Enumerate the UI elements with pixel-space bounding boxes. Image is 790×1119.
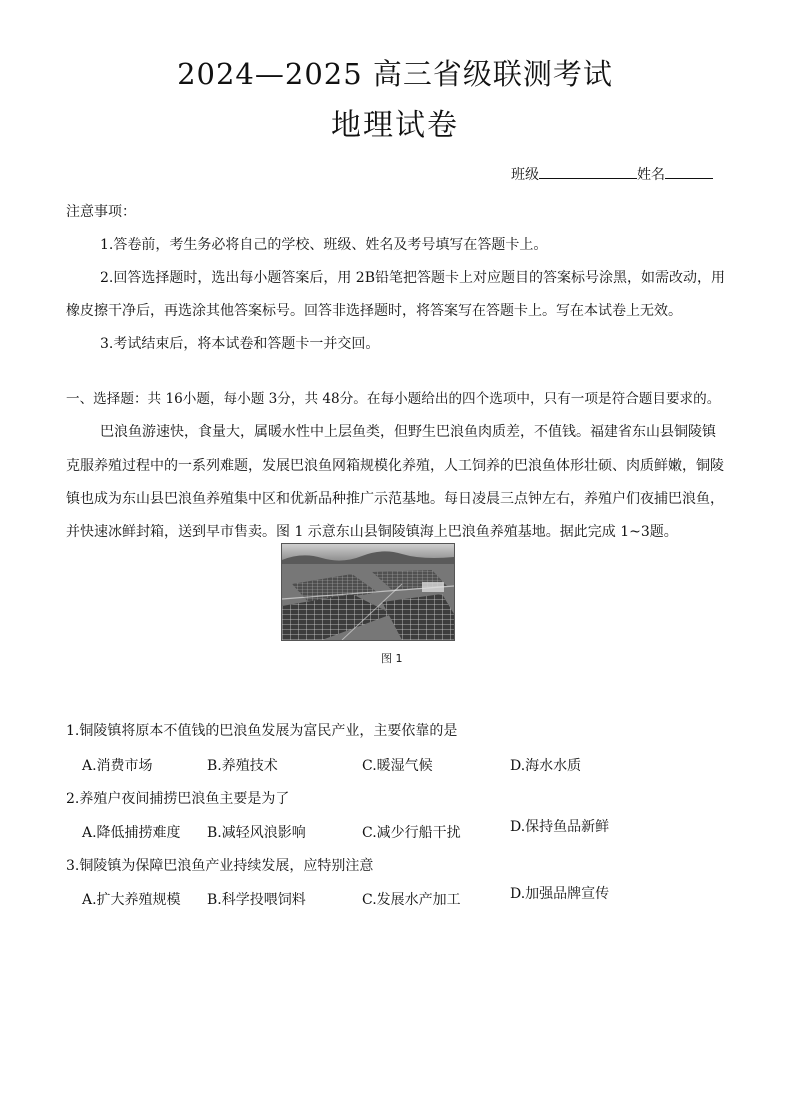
q3-option-a[interactable]: A.扩大养殖规模 (82, 892, 181, 908)
note-item-3: 3.考试结束后，将本试卷和答题卡一并交回。 (100, 336, 380, 352)
q1-option-a[interactable]: A.消费市场 (82, 758, 153, 774)
class-name-line (511, 164, 713, 184)
name-blank[interactable] (665, 164, 713, 179)
q2-option-a[interactable]: A.降低捕捞难度 (82, 825, 181, 841)
q2-option-c[interactable]: C.减少行船干扰 (362, 825, 461, 841)
class-blank[interactable] (539, 164, 637, 179)
exam-title: 2024—2025 高三省级联测考试 (177, 57, 613, 91)
name-label: 姓名 (637, 167, 665, 183)
subject-title: 地理试卷 (331, 108, 459, 143)
question-3-stem: 3.铜陵镇为保障巴浪鱼产业持续发展，应特别注意 (66, 858, 374, 874)
q1-option-c[interactable]: C.暖湿气候 (362, 758, 433, 774)
passage-line-4: 并快速冰鲜封箱，送到早市售卖。图 1 示意东山县铜陵镇海上巴浪鱼养殖基地。据此完成 1~3题。 (66, 524, 678, 540)
q3-option-b[interactable]: B.科学投喂饲料 (207, 892, 306, 908)
passage-line-2: 克服养殖过程中的一系列难题，发展巴浪鱼网箱规模化养殖，人工饲养的巴浪鱼体形壮硕、肉质鲜嫩，铜陵 (66, 458, 724, 474)
fish-farm-photo (281, 543, 455, 641)
note-item-1: 1.答卷前，考生务必将自己的学校、班级、姓名及考号填写在答题卡上。 (100, 237, 548, 253)
note-item-2-cont: 橡皮擦干净后，再选涂其他答案标号。回答非选择题时，将答案写在答题卡上。写在本试卷上无效。 (66, 303, 682, 319)
passage-line-3: 镇也成为东山县巴浪鱼养殖集中区和优新品种推广示范基地。每日凌晨三点钟左右，养殖户们夜捕巴浪鱼， (66, 491, 724, 507)
question-2-stem: 2.养殖户夜间捕捞巴浪鱼主要是为了 (66, 791, 290, 807)
passage-line-1: 巴浪鱼游速快，食量大，属暖水性中上层鱼类，但野生巴浪鱼肉质差，不值钱。福建省东山县铜陵镇 (100, 424, 716, 440)
q1-option-b[interactable]: B.养殖技术 (207, 758, 278, 774)
class-label: 班级 (511, 167, 539, 183)
note-item-2: 2.回答选择题时，选出每小题答案后，用 2B铅笔把答题卡上对应题目的答案标号涂黑，如需改动，用 (100, 270, 726, 286)
question-1-stem: 1.铜陵镇将原本不值钱的巴浪鱼发展为富民产业，主要依靠的是 (66, 723, 458, 739)
q2-option-b[interactable]: B.减轻风浪影响 (207, 825, 306, 841)
q3-option-d[interactable]: D.加强品牌宣传 (510, 886, 610, 902)
notes-heading: 注意事项： (66, 204, 136, 220)
figure-caption: 图 1 (381, 652, 403, 665)
q1-option-d[interactable]: D.海水水质 (510, 758, 582, 774)
section-heading: 一、选择题：共 16小题，每小题 3分，共 48分。在每小题给出的四个选项中，只有一项是符合题目要求的。 (66, 391, 721, 407)
q2-option-d[interactable]: D.保持鱼品新鲜 (510, 819, 610, 835)
q3-option-c[interactable]: C.发展水产加工 (362, 892, 461, 908)
